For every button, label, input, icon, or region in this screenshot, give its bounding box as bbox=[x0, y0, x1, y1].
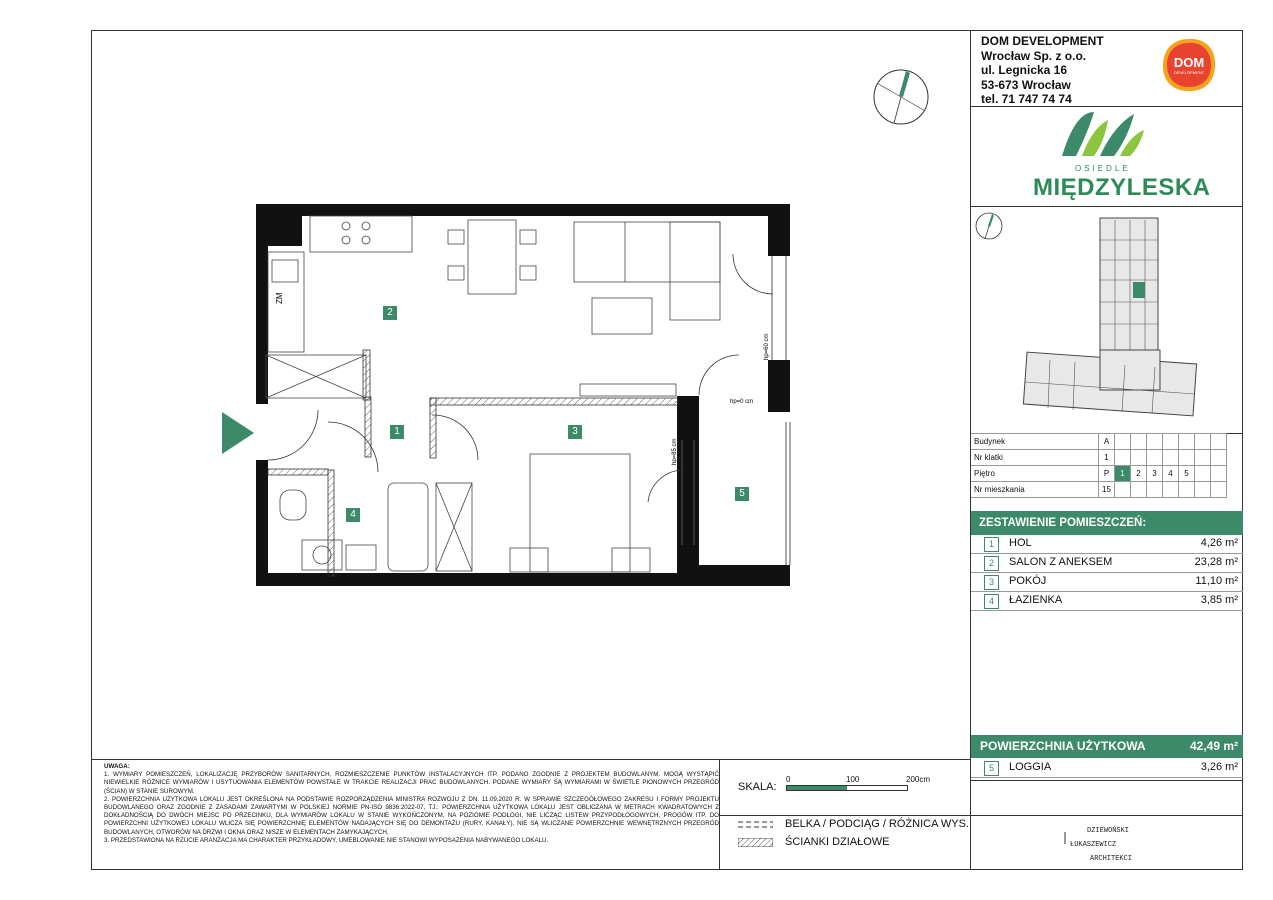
scale-tick-0: 0 bbox=[786, 775, 791, 784]
note-item: 3. PRZEDSTAWIONA NA RZUCIE ARANŻACJA MA CHARAKTER PRZYKŁADOWY, UMEBLOWANIE NIE STANOWI WYPOSAŻENIA NABYWANEGO LOKALU. bbox=[104, 836, 549, 844]
room-area: 3,85 m² bbox=[1200, 594, 1238, 606]
company-phone: tel. 71 747 74 74 bbox=[981, 92, 1072, 106]
room-row bbox=[971, 535, 1243, 554]
architect-logo bbox=[1062, 822, 1157, 862]
dim-label-1: hp=60 cm bbox=[764, 333, 770, 360]
legend-beam-label: BELKA / PODCIĄG / RÓŻNICA WYS. bbox=[785, 818, 969, 830]
room-number: 1 bbox=[984, 537, 999, 552]
scale-bar bbox=[786, 785, 908, 791]
room-label-5: 5 bbox=[735, 487, 749, 501]
legend-divider bbox=[719, 815, 970, 816]
note-item: 2. POWIERZCHNIA UŻYTKOWA LOKALU JEST OKREŚLONA NA PODSTAWIE ROZPORZĄDZENIA MINISTRA ROZWOJU Z DN. 11.09.2020 R. W SPRAWIE SZCZEGÓŁOWEGO ZAKRESU I FORMY PROJEKTU BUDOWLANEGO ORAZ ZGODNIE Z ZASADAMI ZAWARTYMI W POLSKIEJ NORMIE PN-ISO 9836:2022-07, TJ.: POWIERZCHNIA UŻYTKOWA LOKALU JEST OBLICZANA W METRACH KWADRATOWYCH Z DOKŁADNOŚCIĄ DO DWÓCH MIEJSC PO PRZECINKU, DLA WYMIARÓW LOKALU W STANIE WYKOŃCZONYM, NA POZIOMIE PODŁOGI, NIE LICZĄC LISTEW PRZYPODŁOGOWYCH, PROGÓW ITP. DO POWIERZCHNI UŻYTKOWEJ LOKALU WLICZA SIĘ POWIERZCHNIĘ ELEMENTÓW NADAJĄCYCH SIĘ DO DEMONTAŻU (RURY, KANAŁY), NIE SĄ WLICZANE POWIERZCHNIE WEWNĘTRZNYCH PRZEGRÓD BUDOWLANYCH, OTWORÓW NA DRZWI I OKNA ORAZ NISZE W ELEMENTACH ZAMYKAJĄCYCH. bbox=[104, 795, 719, 836]
company-street: ul. Legnicka 16 bbox=[981, 63, 1068, 77]
company-city: 53-673 Wrocław bbox=[981, 77, 1071, 92]
room-name: ŁAZIENKA bbox=[1009, 594, 1063, 606]
dim-label-3: hp=85 cm bbox=[672, 438, 678, 465]
scale-tick-100: 100 bbox=[846, 775, 860, 784]
total-value: 42,49 m² bbox=[1189, 739, 1238, 753]
room-row bbox=[971, 592, 1243, 611]
building-value: A bbox=[1099, 434, 1115, 450]
architect-line-1: DZIEWOŃSKI bbox=[1087, 827, 1130, 835]
room-name: POKÓJ bbox=[1009, 575, 1047, 587]
entrance-arrow-icon bbox=[222, 412, 254, 454]
company-name: DOM DEVELOPMENT bbox=[981, 34, 1104, 48]
room-name: SALON Z ANEKSEM bbox=[1009, 556, 1113, 568]
staircase-label: Nr klatki bbox=[971, 450, 1099, 466]
apartment-info-table bbox=[971, 433, 1227, 498]
room-area: 4,26 m² bbox=[1200, 537, 1238, 549]
room-number: 4 bbox=[984, 594, 999, 609]
appliance-label: ZM bbox=[275, 292, 284, 304]
floor-label: Piętro bbox=[971, 466, 1099, 482]
floor-plan bbox=[220, 200, 800, 592]
room-number: 3 bbox=[984, 575, 999, 590]
total-label: POWIERZCHNIA UŻYTKOWA bbox=[980, 739, 1146, 753]
room-number: 5 bbox=[984, 761, 999, 776]
dim-label-2: hp=0 cm bbox=[730, 399, 754, 405]
company-address bbox=[981, 34, 1104, 107]
room-row bbox=[971, 573, 1243, 592]
room-label-1: 1 bbox=[390, 425, 404, 439]
legend-partition bbox=[738, 836, 978, 850]
panel-line-4 bbox=[970, 780, 1243, 781]
brand-name: MIĘDZYLESKA bbox=[1033, 174, 1211, 201]
building-key-plan bbox=[975, 210, 1240, 430]
floor-3: 3 bbox=[1147, 466, 1163, 482]
row-staircase bbox=[971, 450, 1227, 466]
brand-small-text: OSIEDLE bbox=[1075, 164, 1131, 173]
logo-text: DOM bbox=[1173, 55, 1205, 70]
floor-5: 5 bbox=[1179, 466, 1195, 482]
panel-line-2 bbox=[970, 206, 1243, 207]
note-item: 1. WYMIARY POMIESZCZEŃ, LOKALIZACJĘ PRZYBORÓW SANITARNYCH, ROZMIESZCZENIE PUNKTÓW INSTALACYJNYCH ITP. PODANO ZGODNIE Z PROJEKTEM BUDOWLANYM. MOGĄ WYSTĄPIĆ NIEWIELKIE RÓŻNICE WYMIARÓW I USYTUOWANIA ELEMENTÓW POWSTAŁE W TRAKCIE REALIZACJI PRAC BUDOWLANYCH. PODANE WYMIARY SĄ WYMIARAMI W ŚWIETLE PIONOWYCH PRZEGRÓD (ŚCIAN) W STANIE SUROWYM. bbox=[104, 771, 719, 795]
notes-title: UWAGA: bbox=[104, 763, 130, 770]
room-area: 3,26 m² bbox=[1200, 761, 1238, 773]
notes-block bbox=[104, 763, 719, 845]
legend-beam bbox=[738, 818, 978, 832]
floor-p: P bbox=[1099, 466, 1115, 482]
room-row bbox=[971, 554, 1243, 573]
total-area-bar bbox=[971, 735, 1243, 758]
panel-line-5 bbox=[970, 815, 1243, 816]
room-area: 11,10 m² bbox=[1195, 575, 1238, 587]
dashed-line-icon bbox=[738, 820, 773, 829]
rooms-heading: ZESTAWIENIE POMIESZCZEŃ: bbox=[971, 511, 1243, 535]
room-label-3: 3 bbox=[568, 425, 582, 439]
apartment-label: Nr mieszkania bbox=[971, 482, 1099, 498]
dom-development-logo bbox=[1160, 36, 1218, 94]
building-label: Budynek bbox=[971, 434, 1099, 450]
room-label-4: 4 bbox=[346, 508, 360, 522]
architect-line-3: ARCHITEKCI bbox=[1090, 855, 1133, 862]
hatch-icon bbox=[738, 838, 773, 847]
room-label-2: 2 bbox=[383, 306, 397, 320]
staircase-value: 1 bbox=[1099, 450, 1115, 466]
room-name: HOL bbox=[1009, 537, 1032, 549]
row-building bbox=[971, 434, 1227, 450]
loggia-row bbox=[971, 759, 1243, 778]
north-compass-icon bbox=[872, 68, 930, 126]
notes-divider bbox=[91, 759, 970, 760]
row-apartment bbox=[971, 482, 1227, 498]
logo-sub: DEVELOPMENT bbox=[1173, 70, 1205, 75]
room-number: 2 bbox=[984, 556, 999, 571]
floor-4: 4 bbox=[1163, 466, 1179, 482]
apartment-value: 15 bbox=[1099, 482, 1115, 498]
floor-2: 2 bbox=[1131, 466, 1147, 482]
floor-1-highlight: 1 bbox=[1115, 466, 1131, 482]
scale-tick-200: 200cm bbox=[906, 775, 931, 784]
company-sub: Wrocław Sp. z o.o. bbox=[981, 48, 1087, 63]
scale-label: SKALA: bbox=[738, 781, 777, 793]
legend-partition-label: ŚCIANKI DZIAŁOWE bbox=[785, 836, 890, 848]
architect-line-2: ŁUKASZEWICZ bbox=[1070, 841, 1117, 849]
row-floor bbox=[971, 466, 1227, 482]
room-area: 23,28 m² bbox=[1194, 556, 1238, 568]
room-name: LOGGIA bbox=[1009, 761, 1052, 773]
